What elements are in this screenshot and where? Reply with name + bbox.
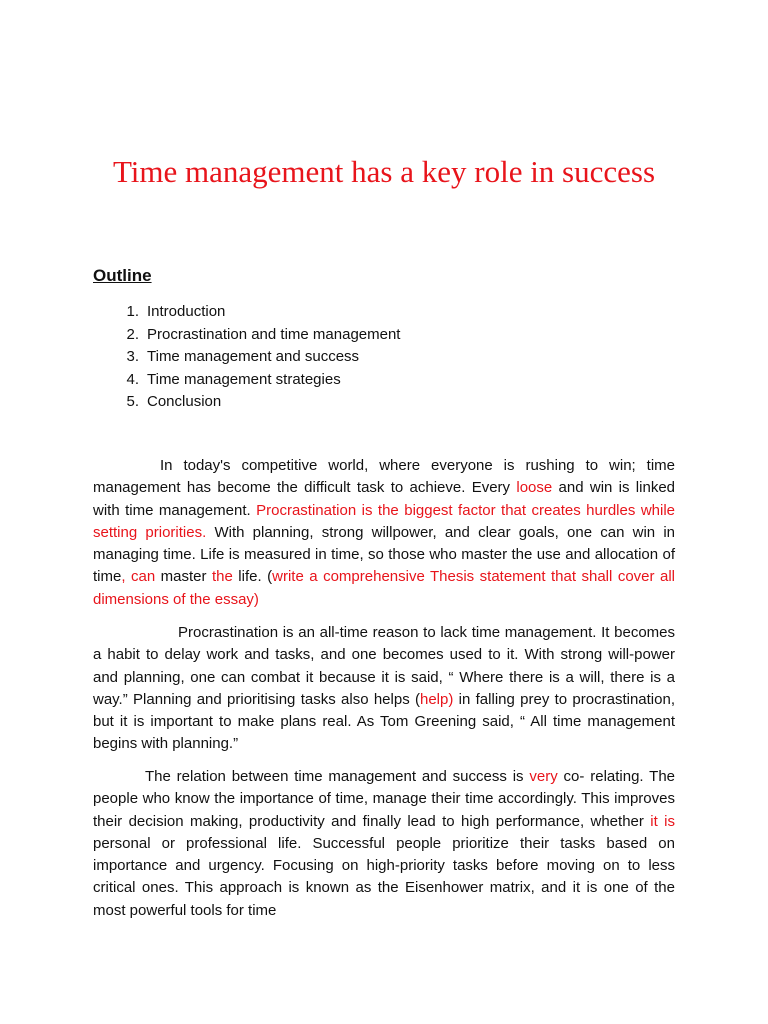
outline-list	[93, 301, 400, 414]
list-item	[93, 346, 400, 369]
list-text: Procrastination and time management	[147, 325, 401, 343]
correction-mark: it is	[650, 812, 675, 830]
outline-heading: Outline	[93, 266, 152, 285]
correction-mark: , can	[121, 568, 156, 586]
list-item	[93, 391, 400, 414]
correction-mark: very	[529, 768, 558, 785]
list-item	[93, 324, 400, 347]
list-item	[93, 301, 400, 324]
text-run: The relation between time management and success is	[145, 768, 530, 785]
list-number: 3.	[126, 348, 139, 365]
paragraph-procrastination	[93, 622, 675, 756]
text-run: In today's competitive world, where everyone is rushing to win; time management has become the difficult task to achieve. Every	[93, 457, 675, 497]
list-text: Introduction	[147, 303, 226, 320]
text-run: and win is linked with time management.	[93, 479, 676, 519]
list-number: 2.	[126, 325, 139, 343]
correction-mark: loose	[516, 479, 553, 497]
text-run: life. (	[232, 568, 273, 586]
text-run: Procrastination is an all-time reason to lack time management. It becomes a habit to delay work and tasks, and one becomes used to it. With strong will-power and planning, one can combat it because it is said, “ Where there is a will, there is a way.” Planning and prioritising tasks also helps (	[93, 624, 675, 708]
list-text: Conclusion	[147, 393, 222, 410]
list-text: Time management strategies	[147, 370, 341, 388]
list-text: Time management and success	[147, 348, 360, 365]
text-run: With planning, strong willpower, and clear goals, one can win in managing time. Life is measured in time, so those who master the use and allocation of time	[93, 523, 675, 586]
list-number: 5.	[126, 393, 139, 410]
text-run: master	[155, 568, 212, 586]
paragraph-introduction	[93, 455, 675, 611]
text-run: in falling prey to procrastination, but it is important to make plans real. As Tom Greening said, “ All time management begins with planning.”	[93, 690, 675, 753]
paragraph-success	[93, 766, 675, 922]
document-title: Time management has a key role in success	[112, 154, 656, 189]
correction-mark: help)	[420, 690, 454, 708]
text-run: personal or professional life. Successful people prioritize their tasks based on importance and urgency. Focusing on high-priority tasks before moving on to less critical ones. This approach is known as the Eisenhower matrix, and it is one of the most powerful tools for time	[93, 834, 675, 919]
correction-mark: write a comprehensive Thesis statement that shall cover all dimensions of the essay)	[93, 568, 675, 608]
correction-mark: Procrastination is the biggest factor that creates hurdles while setting priorities.	[93, 501, 675, 541]
list-item	[93, 369, 400, 392]
text-run: co- relating. The people who know the importance of time, manage their time accordingly. This improves their decision making, productivity and finally lead to high performance, whether	[93, 768, 676, 830]
list-number: 4.	[126, 370, 139, 388]
correction-mark: the	[211, 568, 233, 586]
list-number: 1.	[126, 303, 139, 320]
